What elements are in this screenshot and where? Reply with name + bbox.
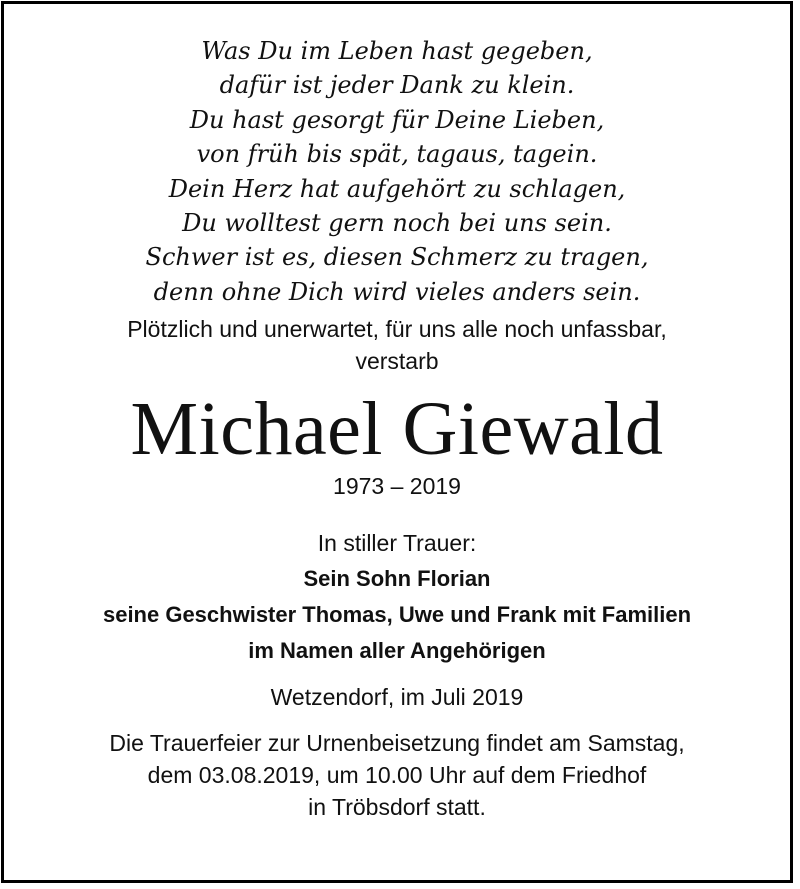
announcement-line: Plötzlich und unerwartet, für uns alle noch unfassbar, — [127, 316, 667, 343]
mourning-heading: In stiller Trauer: — [317, 530, 477, 557]
deceased-name: Michael Giewald — [130, 387, 664, 472]
funeral-line: Die Trauerfeier zur Urnenbeisetzung findet am Samstag, — [109, 730, 685, 757]
poem-line: von früh bis spät, tagaus, tagein. — [196, 140, 598, 169]
funeral-info — [4, 727, 790, 823]
life-dates: 1973 – 2019 — [333, 473, 461, 500]
obituary-content — [4, 34, 790, 823]
memorial-poem — [4, 34, 790, 309]
funeral-line: in Tröbsdorf statt. — [308, 794, 486, 821]
mourning-section — [4, 525, 790, 669]
funeral-line: dem 03.08.2019, um 10.00 Uhr auf dem Friedhof — [147, 762, 647, 789]
poem-line: Schwer ist es, diesen Schmerz zu tragen, — [145, 243, 649, 272]
poem-line: Dein Herz hat aufgehört zu schlagen, — [168, 174, 626, 203]
poem-line: Du wolltest gern noch bei uns sein. — [182, 209, 612, 238]
poem-line: Was Du im Leben hast gegeben, — [201, 37, 593, 65]
obituary-frame — [1, 1, 793, 883]
poem-line: dafür ist jeder Dank zu klein. — [219, 71, 575, 100]
announcement-line: verstarb — [355, 348, 439, 375]
poem-line: Du hast gesorgt für Deine Lieben, — [189, 105, 605, 134]
death-announcement — [4, 313, 790, 377]
mourner-line: seine Geschwister Thomas, Uwe und Frank mit Familien — [102, 602, 692, 628]
place-date: Wetzendorf, im Juli 2019 — [270, 684, 524, 711]
mourner-line: Sein Sohn Florian — [303, 566, 491, 592]
mourners-list — [4, 561, 790, 669]
poem-line: denn ohne Dich wird vieles anders sein. — [153, 277, 641, 306]
mourner-line: im Namen aller Angehörigen — [248, 638, 546, 664]
